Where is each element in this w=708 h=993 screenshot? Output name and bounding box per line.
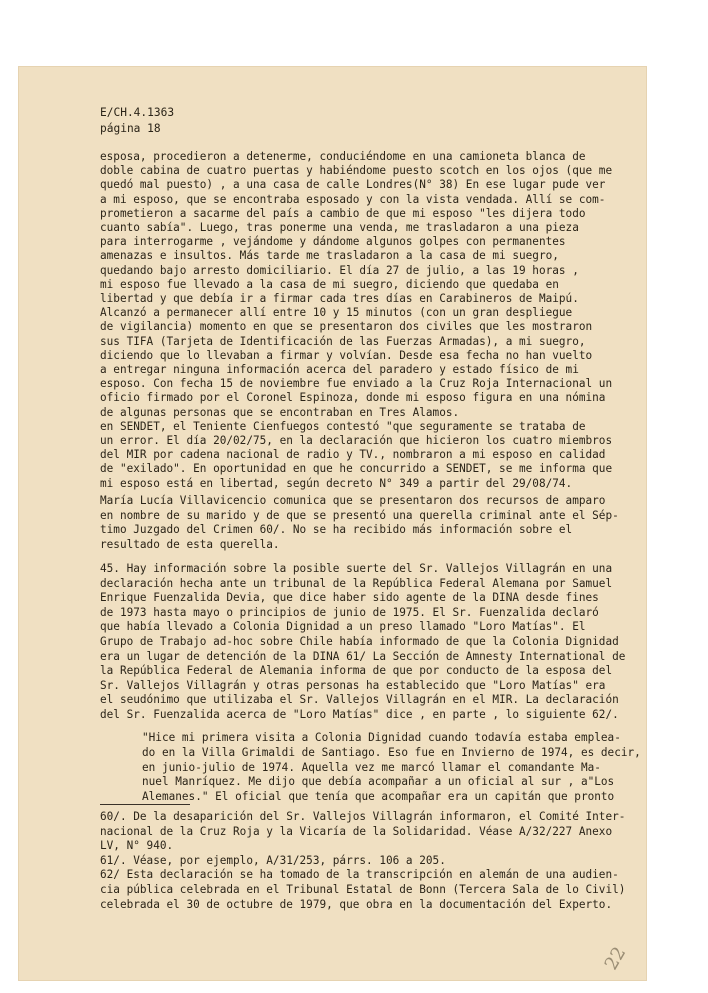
footnote-line: 61/. Véase, por ejemplo, A/31/253, párrs. 106 a 205. — [100, 853, 446, 867]
text-line: oficio firmado por el Coronel Espinoza, donde mi esposo figura en una nómina — [100, 391, 606, 405]
text-line: cuanto sabía". Luego, tras ponerme una venda, me trasladaron a una pieza — [100, 221, 579, 234]
text-line: en SENDET, el Teniente Cienfuegos contestó "que seguramente se trataba de — [100, 419, 586, 433]
text-line: declaración hecha ante un tribunal de la República Federal Alemana por Samuel — [100, 576, 613, 590]
document-reference: E/CH.4.1363 — [100, 106, 175, 119]
text-line: que había llevado a Colonia Dignidad a un preso llamado "Loro Matías". El — [100, 620, 586, 634]
text-line: quedó mal puesto) , a una casa de calle Londres(N° 38) En ese lugar pude ver — [100, 178, 606, 192]
quote-line: "Hice mi primera visita a Colonia Dignidad cuando todavía estaba emplea- — [142, 731, 621, 744]
text-line: esposa, procedieron a detenerme, conduciéndome en una camioneta blanca de — [100, 150, 586, 163]
text-line: era un lugar de detención de la DINA 61/ La Sección de Amnesty International de — [100, 649, 626, 663]
text-line: la República Federal de Alemania informa de que por conducto de la esposa del — [100, 664, 613, 678]
text-line: del MIR por cadena nacional de radio y TV., nombraron a mi esposo en calidad — [100, 448, 606, 462]
footnote-line: LV, N° 940. — [100, 839, 174, 853]
text-line: esposo. Con fecha 15 de noviembre fue enviado a la Cruz Roja Internacional un — [100, 377, 613, 391]
text-line: mi esposo fue llevado a la casa de mi suegro, diciendo que quedaba en — [100, 277, 559, 291]
footnote-line: nacional de la Cruz Roja y la Vicaría de la Solidaridad. Véase A/32/227 Anexo — [100, 824, 613, 838]
text-line: de "exilado". En oportunidad en que he concurrido a SENDET, se me informa que — [100, 462, 613, 476]
footnote-line: cia pública celebrada en el Tribunal Estatal de Bonn (Tercera Sala de lo Civil) — [100, 883, 626, 896]
text-line: amenazas e insultos. Más tarde me trasladaron a la casa de mi suegro, — [100, 249, 559, 263]
text-line: de 1973 hasta mayo o principios de junio de 1975. El Sr. Fuenzalida declaró — [100, 605, 599, 619]
text-line: en nombre de su marido y de que se presentó una querella criminal ante el Sép- — [100, 508, 619, 522]
text-line: de algunas personas que se encontraban en Tres Alamos. — [100, 405, 460, 419]
handwritten-page-number: 22 — [600, 943, 631, 974]
text-line: resultado de esta querella. — [100, 537, 280, 551]
text-line: timo Juzgado del Crimen 60/. No se ha recibido más información sobre el — [100, 523, 573, 537]
quote-line: Alemanes." El oficial que tenía que acompañar era un capitán que pronto — [142, 790, 615, 804]
text-line: Enrique Fuenzalida Devia, que dice haber sido agente de la DINA desde fines — [100, 591, 599, 605]
text-line: el seudónimo que utilizaba el Sr. Vallejos Villagrán en el MIR. La declaración — [100, 693, 619, 707]
text-line: Alcanzó a permanecer allí entre 10 y 15 minutos (con un gran despliegue — [100, 306, 573, 320]
text-line: 45. Hay información sobre la posible suerte del Sr. Vallejos Villagrán en una — [100, 562, 613, 575]
page-label: página 18 — [100, 122, 161, 135]
text-line: para interrogarme , vejándome y dándome algunos golpes con permanentes — [100, 235, 566, 249]
text-line: sus TIFA (Tarjeta de Identificación de las Fuerzas Armadas), a mi suegro, — [100, 334, 586, 348]
text-line: a entregar ninguna información acerca del paradero y estado físico de mi — [100, 363, 579, 376]
footnote-line: 60/. De la desaparición del Sr. Vallejos Villagrán informaron, el Comité Inter- — [100, 810, 626, 823]
quote-line: do en la Villa Grimaldi de Santiago. Eso fue en Invierno de 1974, es decir, — [142, 745, 641, 759]
text-line: del Sr. Fuenzalida acerca de "Loro Matías" dice , en parte , lo siguiente 62/. — [100, 708, 619, 721]
text-line: diciendo que lo llevaban a firmar y volvían. Desde esa fecha no han vuelto — [100, 348, 593, 362]
text-line: Grupo de Trabajo ad-hoc sobre Chile había informado de que la Colonia Dignidad — [100, 635, 619, 648]
document-page — [18, 66, 647, 981]
text-line: quedando bajo arresto domiciliario. El día 27 de julio, a las 19 horas , — [100, 263, 579, 277]
text-line: a mi esposo, que se encontraba esposado y con la vista vendada. Allí se com- — [100, 192, 606, 206]
quote-line: nuel Manríquez. Me dijo que debía acompañar a un oficial al sur , a"Los — [142, 775, 615, 789]
text-line: doble cabina de cuatro puertas y habiéndome puesto scotch en los ojos (que me — [100, 164, 613, 178]
footnote-line: celebrada el 30 de octubre de 1979, que obra en la documentación del Experto. — [100, 897, 613, 911]
text-line: prometieron a sacarme del país a cambio de que mi esposo "les dijera todo — [100, 206, 586, 220]
footnote-line: 62/ Esta declaración se ha tomado de la transcripción en alemán de una audien- — [100, 868, 619, 882]
text-line: de vigilancia) momento en que se presentaron dos civiles que les mostraron — [100, 320, 593, 334]
text-line: María Lucía Villavicencio comunica que se presentaron dos recursos de amparo — [100, 494, 606, 507]
text-line: libertad y que debía ir a firmar cada tres días en Carabineros de Maipú. — [100, 292, 579, 305]
text-line: un error. El día 20/02/75, en la declaración que hicieron los cuatro miembros — [100, 434, 613, 447]
text-line: mi esposo está en libertad, según decreto N° 349 a partir del 29/08/74. — [100, 476, 573, 490]
text-line: Sr. Vallejos Villagrán y otras personas ha establecido que "Loro Matías" era — [100, 678, 606, 692]
quote-line: en junio-julio de 1974. Aquella vez me marcó llamar el comandante Ma- — [142, 760, 601, 774]
footnote-separator — [100, 804, 190, 805]
